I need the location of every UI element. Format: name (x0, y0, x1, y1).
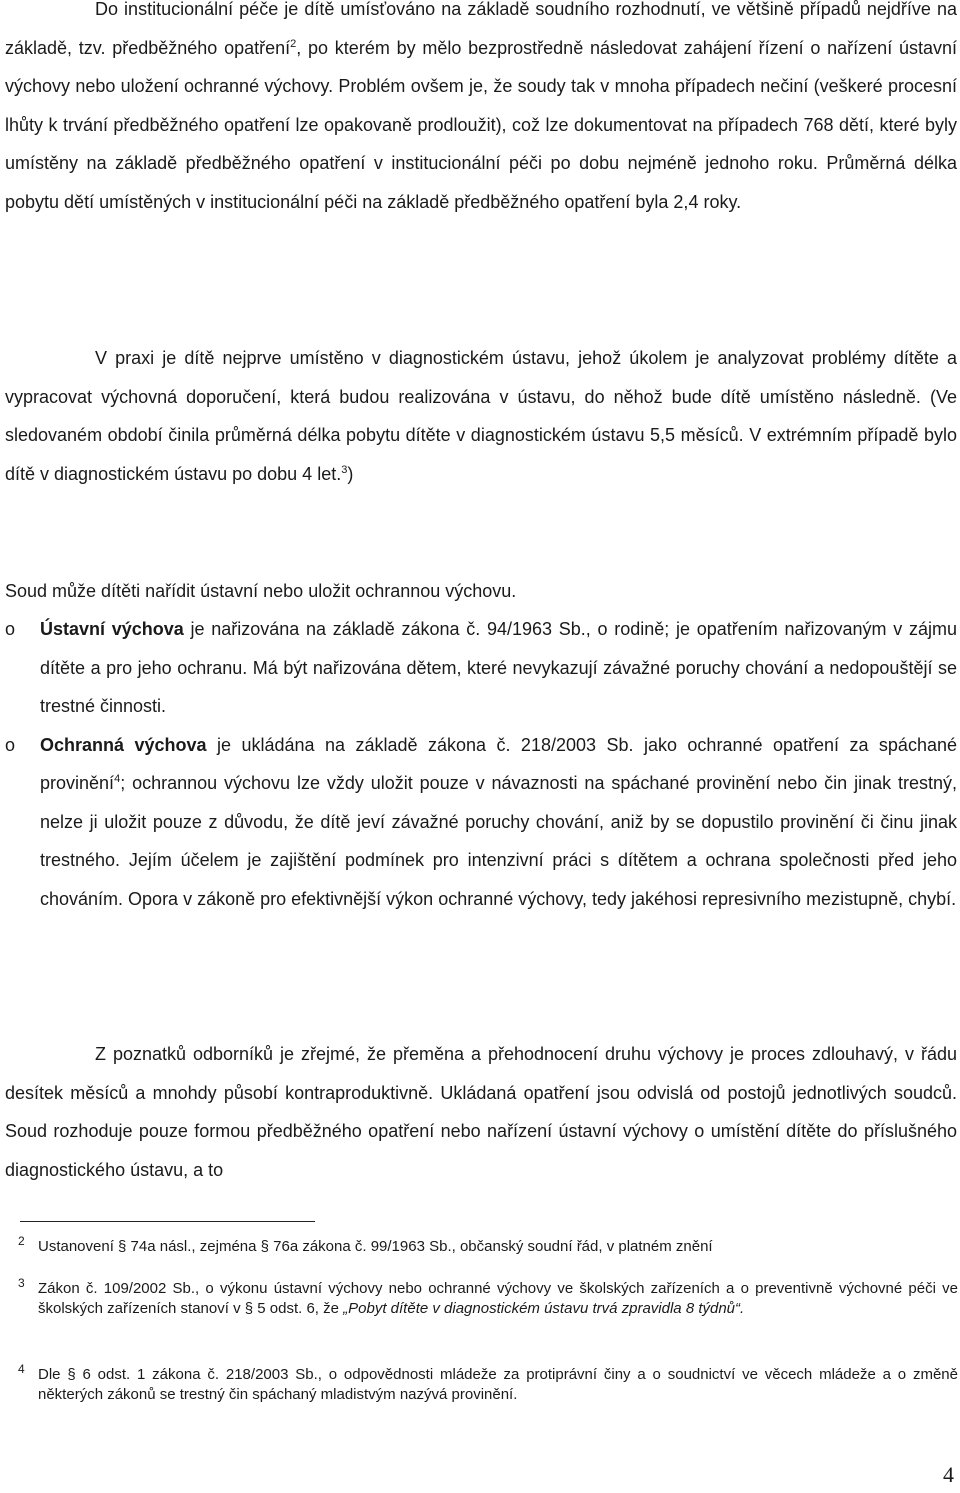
list-item-text: je ukládána na základě zákona č. 218/2003 Sb. jako ochranné opatření za spáchané provinění (40, 734, 957, 793)
paragraph-institutional-care (5, 0, 957, 221)
list-item-text: ; ochrannou výchovu lze vždy uložit pouze v návaznosti na spáchané provinění nebo čin jinak trestný, nelze ji uložit pouze z důvodu, že dítě jeví závažné poruchy chování, aniž by se dopustilo provinění či činu jinak trestného. Jejím účelem je zajištění podmínek pro intenzivní práci s dítětem a ochrana společnosti před jeho chováním. Opora v zákoně pro efektivnější výkon ochranné výchovy, tedy jakéhosi represivního mezistupně, chybí. (40, 773, 957, 909)
paragraph-text: V praxi je dítě nejprve umístěno v diagnostickém ústavu, jehož úkolem je analyzovat problémy dítěte a vypracovat výchovná doporučení, která budou realizována v ústavu, do něhož bude dítě umístěno následně. (Ve sledovaném období činila průměrná délka pobytu dítěte v diagnostickém ústavu 5,5 měsíců. V extrémním případě bylo dítě v diagnostickém ústavu po dobu 4 let. (5, 348, 957, 484)
list-item-protective (5, 726, 957, 919)
footnote-divider (20, 1221, 315, 1222)
footnote-ref[interactable]: 4 (114, 773, 121, 785)
paragraph-text: Z poznatků odborníků je zřejmé, že přeměna a přehodnocení druhu výchovy je proces zdlouhavý, v řádu desítek měsíců a mnohdy působí kontraproduktivně. Ukládaná opatření jsou odvislá od postojů jednotlivých soudců. Soud rozhoduje pouze formou předběžného opatření nebo nařízení ústavní výchovy o umístění dítěte do příslušného diagnostického ústavu, a to (5, 1044, 957, 1180)
footnote-quote: „Pobyt dítěte v diagnostickém ústavu trvá zpravidla 8 týdnů“. (343, 1300, 745, 1317)
footnote-number: 3 (18, 1276, 25, 1290)
footnote-4 (18, 1362, 958, 1405)
bullet-marker: o (5, 734, 16, 755)
paragraph-expert-findings (5, 1035, 957, 1189)
bullet-marker: o (5, 619, 16, 639)
paragraph-diagnostic-institute (5, 339, 957, 493)
footnote-text: Ustanovení § 74a násl., zejména § 76a zákona č. 99/1963 Sb., občanský soudní řád, v platném znění (38, 1238, 713, 1255)
paragraph-text: Soud může dítěti nařídit ústavní nebo uložit ochrannou výchovu. (5, 581, 517, 601)
paragraph-text: , po kterém by mělo bezprostředně následovat zahájení řízení o nařízení ústavní výchovy nebo uložení ochranné výchovy. Problém ovšem je, že soudy tak v mnoha případech nečiní (veškeré procesní lhůty k trvání předběžného opatření lze opakovaně prodloužit), což lze dokumentovat na případech 768 dětí, které byly umístěny na základě předběžného opatření v institucionální péči po dobu nejméně jednoho roku. Průměrná délka pobytu dětí umístěných v institucionální péči na základě předběžného opatření byla 2,4 roky. (5, 37, 957, 212)
footnote-number: 4 (18, 1362, 25, 1376)
footnote-2 (18, 1234, 958, 1257)
footnote-3 (18, 1276, 958, 1319)
footnote-ref[interactable]: 2 (290, 37, 297, 50)
education-types-list (5, 610, 957, 918)
term-label: Ochranná výchova (40, 734, 207, 755)
term-label: Ústavní výchova (40, 619, 184, 639)
footnote-number: 2 (18, 1234, 25, 1248)
paragraph-court-options (5, 572, 957, 611)
footnote-text: Dle § 6 odst. 1 zákona č. 218/2003 Sb., o odpovědnosti mládeže za protiprávní činy a o soudnictví ve věcech mládeže a o změně některých zákonů se trestný čin spáchaný mladistvým nazývá provinění. (38, 1366, 958, 1403)
page-number: 4 (943, 1462, 954, 1487)
paragraph-text: ) (347, 463, 354, 484)
paragraph-text: Do institucionální péče je dítě umísťováno na základě soudního rozhodnutí, ve většině případů nejdříve na základě, tzv. předběžného opatření (5, 0, 957, 58)
footnote-text: Zákon č. 109/2002 Sb., o výkonu ústavní výchovy nebo ochranné výchovy ve školských zařízeních a o preventivně výchovné péči ve školských zařízeních stanoví v § 5 odst. 6, že (38, 1280, 958, 1317)
footnote-ref[interactable]: 3 (341, 463, 348, 476)
list-item-text: je nařizována na základě zákona č. 94/1963 Sb., o rodině; je opatřením nařizovaným v zájmu dítěte a pro jeho ochranu. Má být nařizována dětem, které nevykazují závažné poruchy chování a nedopouštějí se trestné činnosti. (40, 619, 957, 716)
list-item-institutional (5, 610, 957, 726)
